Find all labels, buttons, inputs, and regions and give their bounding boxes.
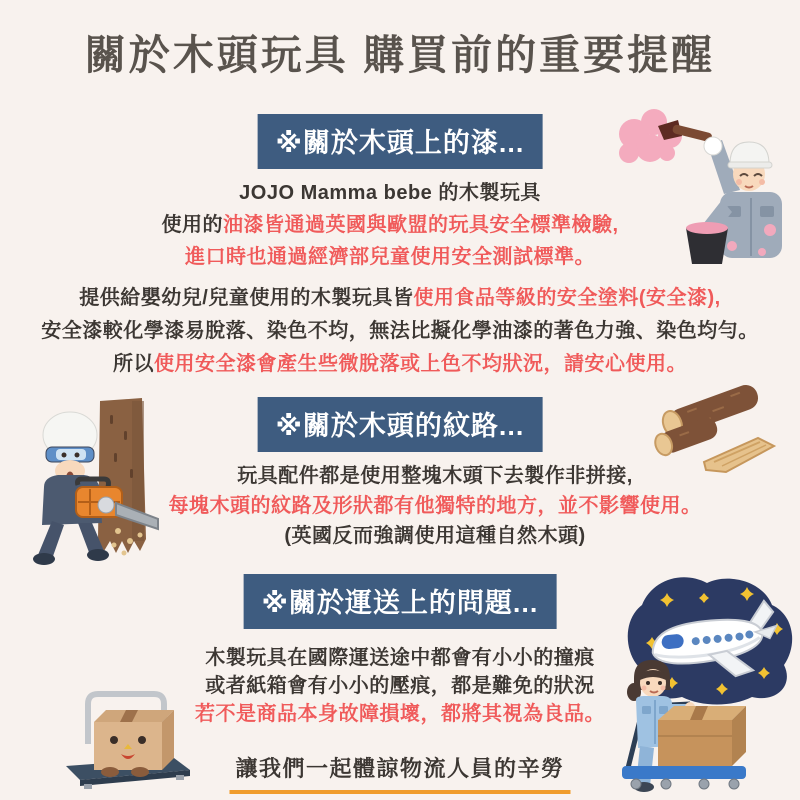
paint-paragraph-safety bbox=[0, 282, 800, 381]
section-grain-banner: ※關於木頭的紋路... bbox=[258, 397, 543, 452]
painter-icon bbox=[612, 106, 798, 272]
body-text: (英國反而強調使用這種自然木頭) bbox=[284, 525, 586, 547]
box-character-icon bbox=[58, 678, 198, 790]
body-text: 安全漆較化學漆易脫落、染色不均，無法比擬化學油漆的著色力強、染色均勻。 bbox=[41, 320, 759, 342]
box-character-illustration bbox=[58, 678, 198, 790]
body-text: 提供給嬰幼兒/兒童使用的木製玩具皆 bbox=[79, 287, 414, 309]
text-line bbox=[0, 315, 800, 348]
highlighted-text: 進口時也通過經濟部兒童使用安全測試標準。 bbox=[185, 246, 595, 268]
highlighted-text: 使用食品等級的安全塗料(安全漆), bbox=[413, 287, 721, 309]
highlighted-text: 使用安全漆會產生些微脫落或上色不均狀況，請安心使用。 bbox=[154, 353, 687, 375]
lumberjack-illustration bbox=[18, 395, 168, 572]
body-text: JOJO Mamma bebe 的木製玩具 bbox=[239, 182, 541, 204]
logs-icon bbox=[640, 380, 790, 475]
body-text: 使用的 bbox=[161, 214, 223, 236]
delivery-cart-icon bbox=[592, 648, 752, 794]
section-paint-banner: ※關於木頭上的漆... bbox=[258, 114, 543, 169]
body-text: 木製玩具在國際運送途中都會有小小的撞痕 bbox=[205, 647, 595, 669]
highlighted-text: 每塊木頭的紋路及形狀都有他獨特的地方，並不影響使用。 bbox=[168, 495, 702, 517]
lumberjack-icon bbox=[18, 395, 168, 572]
painter-illustration bbox=[612, 106, 798, 272]
text-line bbox=[95, 521, 775, 551]
body-text: 所以 bbox=[113, 353, 154, 375]
section-shipping-banner: ※關於運送上的問題... bbox=[244, 574, 557, 629]
highlighted-text: 若不是商品本身故障損壞，都將其視為良品。 bbox=[195, 703, 605, 725]
text-line bbox=[95, 491, 775, 521]
highlighted-text: 油漆皆通過英國與歐盟的玩具安全標準檢驗, bbox=[222, 214, 619, 236]
delivery-worker-illustration bbox=[592, 648, 752, 794]
split-logs-illustration bbox=[640, 380, 790, 475]
footer-note: 讓我們一起體諒物流人員的辛勞 bbox=[229, 752, 570, 794]
body-text: 或者紙箱會有小小的壓痕，都是難免的狀況 bbox=[205, 675, 595, 697]
text-line bbox=[0, 282, 800, 315]
text-line bbox=[0, 348, 800, 381]
body-text: 玩具配件都是使用整塊木頭下去製作非拼接, bbox=[237, 465, 633, 487]
page-title: 關於木頭玩具 購買前的重要提醒 bbox=[84, 32, 716, 78]
